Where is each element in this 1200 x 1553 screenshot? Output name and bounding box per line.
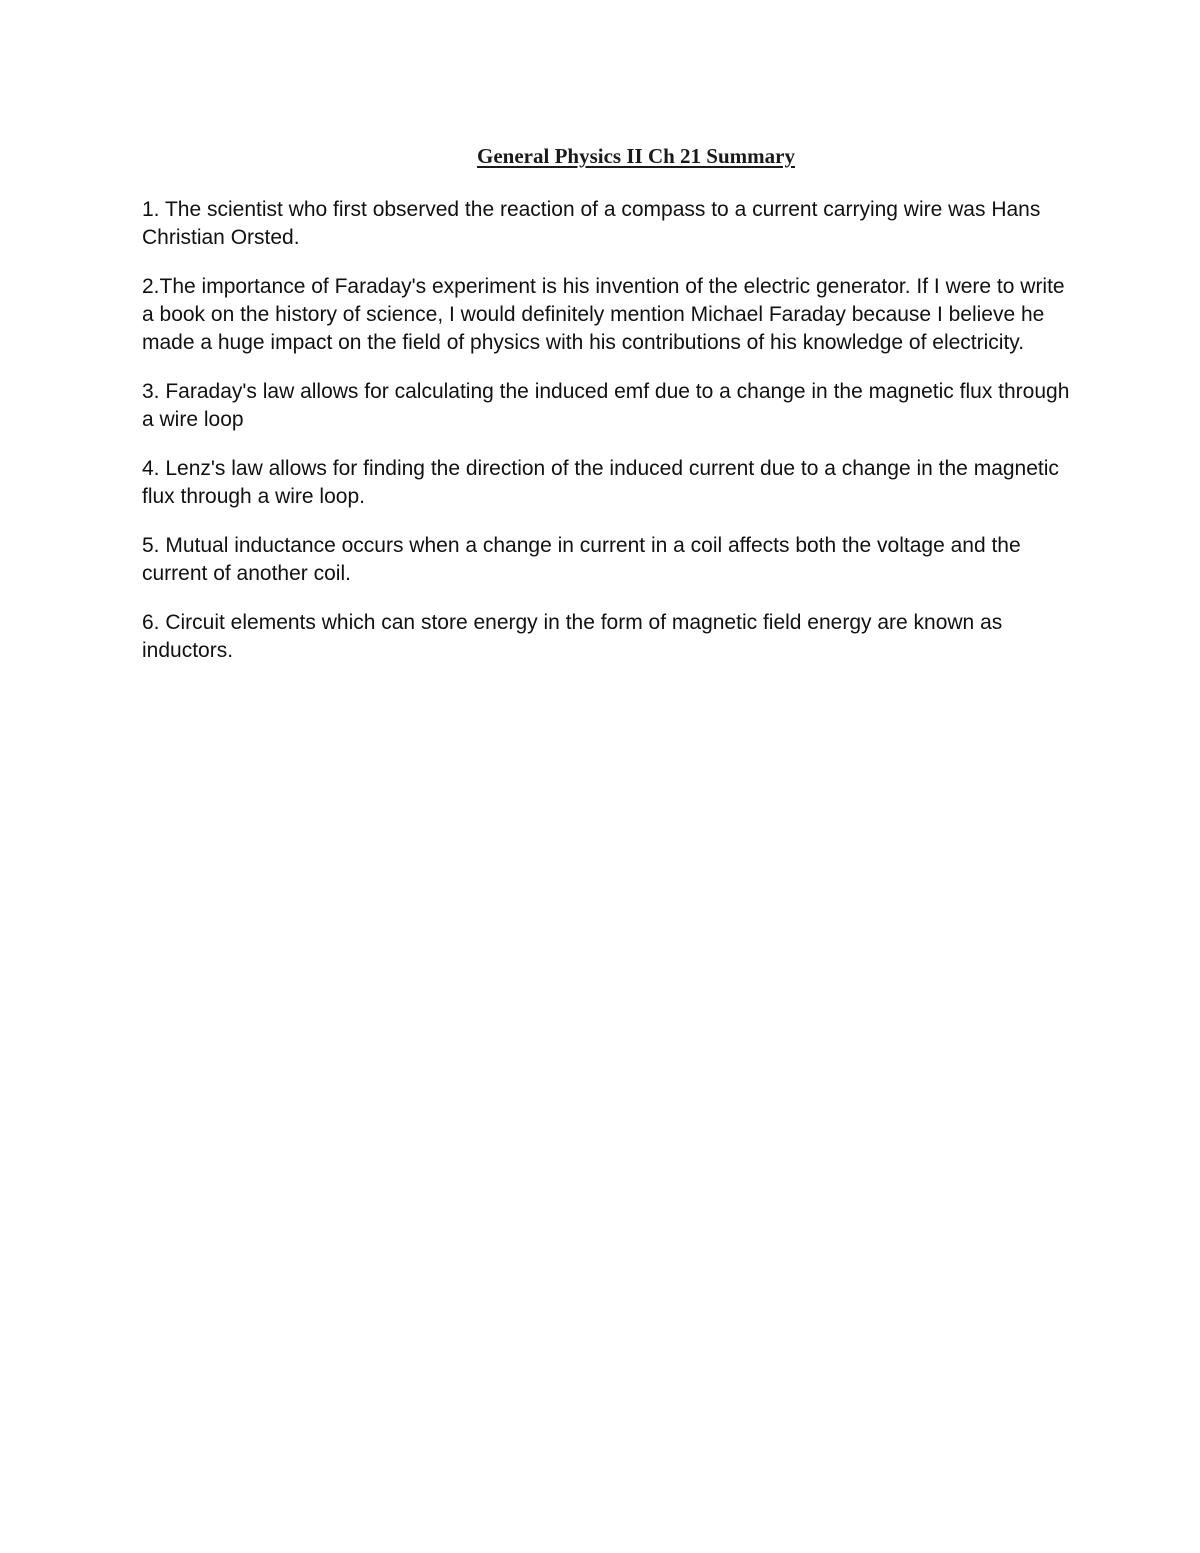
paragraph-5: 5. Mutual inductance occurs when a change in current in a coil affects both the voltage and the current of another coil.	[142, 534, 1021, 585]
document-title: General Physics II Ch 21 Summary	[477, 144, 795, 168]
paragraph-4: 4. Lenz's law allows for finding the direction of the induced current due to a change in the magnetic flux through a wire loop.	[142, 457, 1059, 508]
paragraph-1: 1. The scientist who first observed the reaction of a compass to a current carrying wire was Hans Christian Orsted.	[142, 198, 1041, 249]
paragraph-6: 6. Circuit elements which can store energy in the form of magnetic field energy are known as inductors.	[142, 611, 1003, 662]
document-body	[142, 196, 1072, 686]
paragraph-2: 2.The importance of Faraday's experiment is his invention of the electric generator. If I were to write a book on the history of science, I would definitely mention Michael Faraday because I believe he made a huge impact on the field of physics with his contributions of his knowledge of electricity.	[142, 275, 1065, 354]
paragraph-3: 3. Faraday's law allows for calculating the induced emf due to a change in the magnetic flux through a wire loop	[142, 380, 1070, 431]
